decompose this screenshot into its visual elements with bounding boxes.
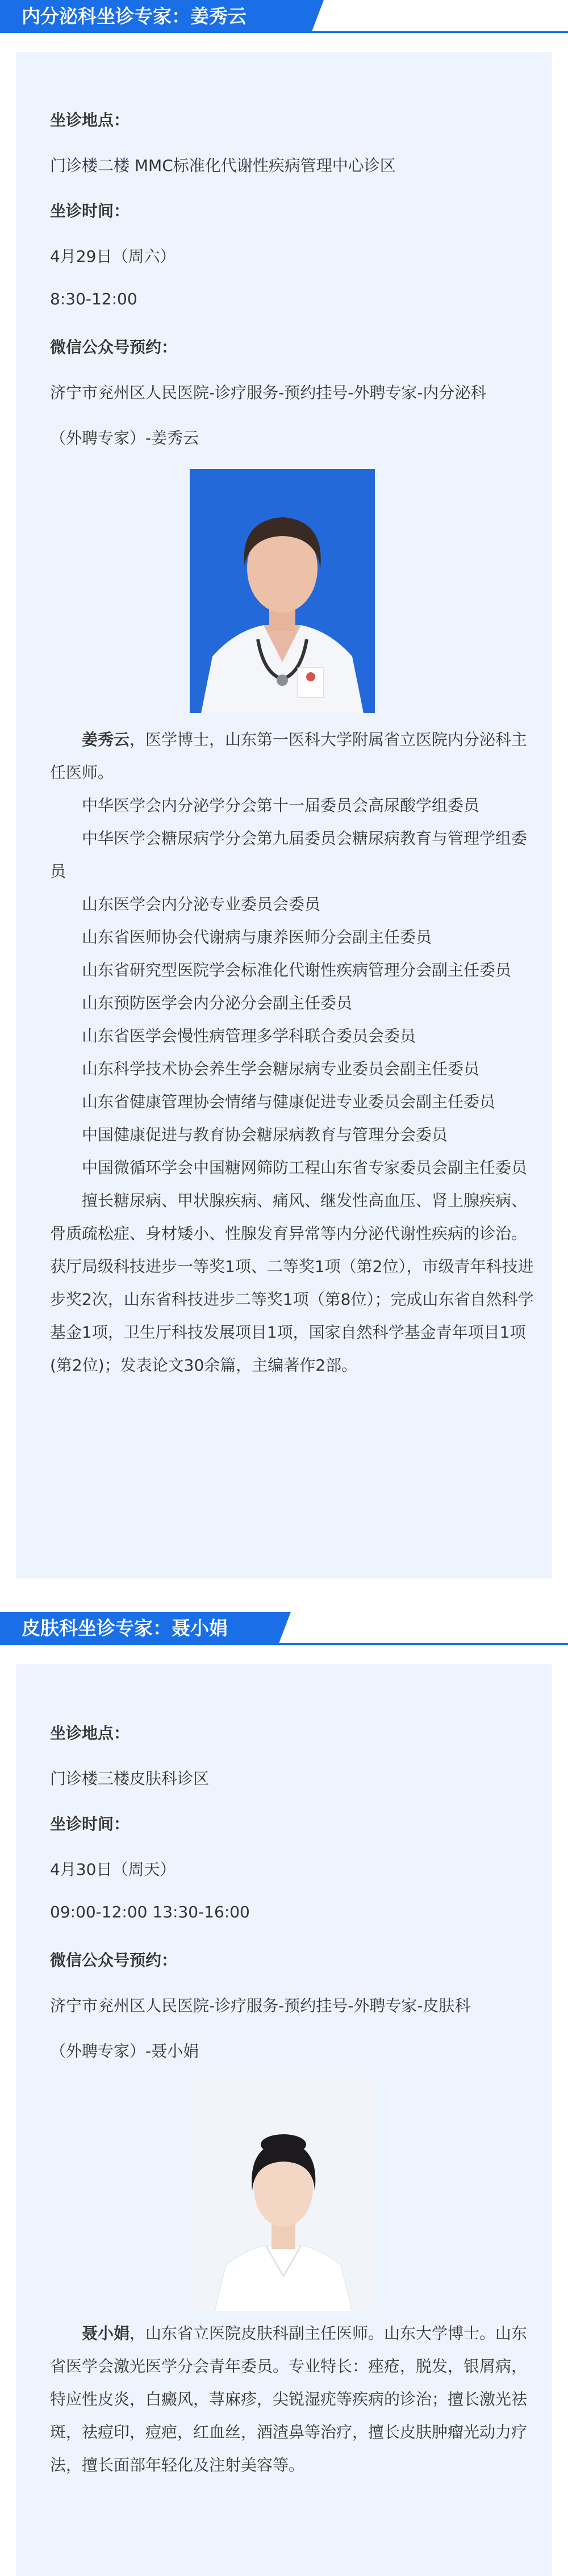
doctor-name: 姜秀云	[82, 730, 130, 749]
date-value: 4月29日（周六）	[50, 247, 176, 266]
time-label: 坐诊时间：	[50, 1815, 130, 1833]
location-label: 坐诊地点：	[50, 111, 130, 129]
booking-label: 微信公众号预约：	[50, 1951, 178, 1970]
hours-value: 8:30-12:00	[50, 290, 137, 308]
role-item: 中国微循环学会中国糖网筛防工程山东省专家委员会副主任委员	[82, 1158, 528, 1177]
date-value: 4月30日（周天）	[50, 1860, 176, 1879]
role-item: 山东预防医学会内分泌分会副主任委员	[82, 994, 353, 1012]
role-item: 山东省研究型医院学会标准化代谢性疾病管理分会副主任委员	[82, 961, 512, 979]
doctor-portrait-illustration	[192, 2077, 375, 2311]
doctor-name: 聂小娟	[82, 2324, 130, 2343]
bio-intro	[50, 2317, 538, 2482]
booking-path-line2: （外聘专家）-姜秀云	[50, 429, 199, 447]
role-item: 中华医学会糖尿病学分会第九届委员会糖尿病教育与管理学组委员	[50, 829, 528, 881]
section-header-dermatology: 皮肤科坐诊专家：聂小娟	[0, 1612, 278, 1645]
booking-path-line2: （外聘专家）-聂小娟	[50, 2042, 199, 2060]
role-item: 山东省医师协会代谢病与康养医师分会副主任委员	[82, 928, 432, 946]
specialty-text: 擅长糖尿病、甲状腺疾病、痛风、继发性高血压、肾上腺疾病、骨质疏松症、身材矮小、性腺发育异常等内分泌代谢性疾病的诊治。获厅局级科技进步一等奖1项、二等奖1项（第2位），市级青年科技进步奖2次，山东省科技进步二等奖1项（第8位）；完成山东省自然科学基金1项，卫生厅科技发展项目1项，国家自然科学基金青年项目1项(第2位)；发表论文30余篇，主编著作2部。	[50, 1191, 534, 1375]
doctor-photo-nie	[192, 2077, 375, 2311]
location-label: 坐诊地点：	[50, 1724, 130, 1743]
doctor-portrait-illustration	[190, 469, 375, 713]
section-header-endocrinology: 内分泌科坐诊专家：姜秀云	[0, 0, 311, 33]
role-item: 山东医学会内分泌专业委员会委员	[82, 895, 321, 914]
booking-path-line1: 济宁市兖州区人民医院-诊疗服务-预约挂号-外聘专家-皮肤科	[50, 1996, 471, 2015]
roles-list	[50, 789, 538, 1382]
time-label: 坐诊时间：	[50, 202, 130, 220]
doctor-photo-jiang	[190, 469, 375, 713]
role-item: 山东省健康管理协会情绪与健康促进专业委员会副主任委员	[82, 1092, 496, 1111]
booking-path-line1: 济宁市兖州区人民医院-诊疗服务-预约挂号-外聘专家-内分泌科	[50, 383, 487, 402]
bio-intro	[50, 723, 538, 789]
bio-intro-text: ，医学博士，山东第一医科大学附属省立医院内分泌科主任医师。	[50, 730, 528, 782]
role-item: 山东省医学会慢性病管理多学科联合委员会委员	[82, 1027, 416, 1045]
card-endocrinology	[16, 52, 552, 1578]
role-item: 中国健康促进与教育协会糖尿病教育与管理分会委员	[82, 1125, 448, 1144]
bio-intro-text: ，山东省立医院皮肤科副主任医师。山东大学博士。山东省医学会激光医学分会青年委员。专业特长：痤疮，脱发，银屑病，特应性皮炎，白癜风，荨麻疹，尖锐湿疣等疾病的诊治；擅长激光祛斑，祛痘印，痘疤，红血丝，酒渣鼻等治疗，擅长皮肤肿瘤光动力疗法，擅长面部年轻化及注射美容等。	[50, 2324, 528, 2474]
role-item: 中华医学会内分泌学分会第十一届委员会高尿酸学组委员	[82, 796, 480, 815]
role-item: 山东科学技术协会养生学会糖尿病专业委员会副主任委员	[82, 1059, 480, 1078]
card-dermatology	[16, 1664, 552, 2576]
location-value: 门诊楼二楼 MMC标准化代谢性疾病管理中心诊区	[50, 156, 396, 175]
booking-label: 微信公众号预约：	[50, 338, 178, 357]
hours-value: 09:00-12:00 13:30-16:00	[50, 1903, 250, 1921]
location-value: 门诊楼三楼皮肤科诊区	[50, 1769, 210, 1788]
